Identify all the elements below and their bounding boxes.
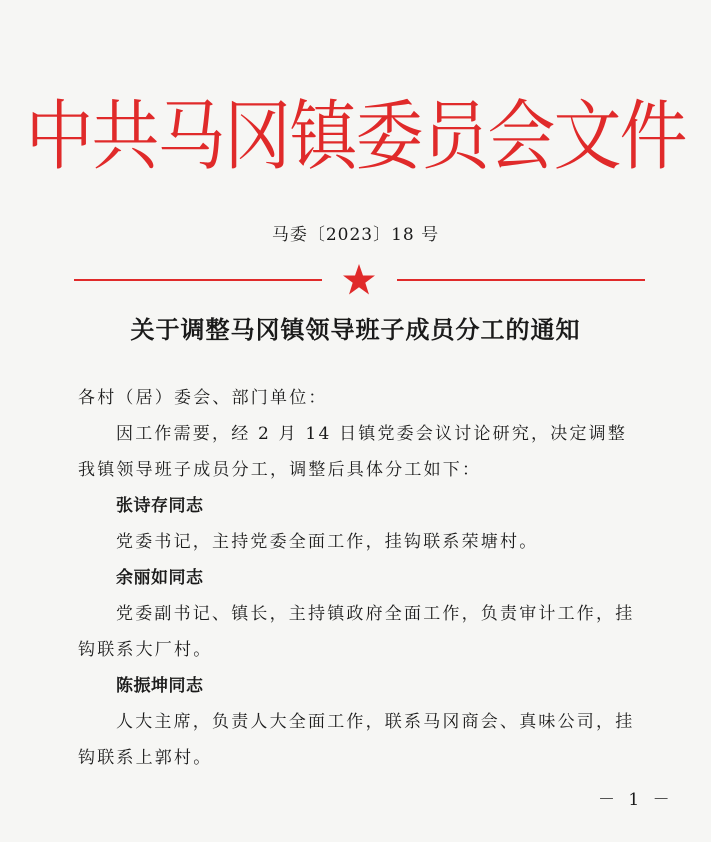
red-rule-left: [74, 279, 322, 281]
page-number: － 1 －: [598, 790, 674, 810]
document-body: [78, 380, 638, 776]
member-duty: 党委书记，主持党委全面工作，挂钩联系荣塘村。: [116, 532, 539, 552]
red-rule-right: [397, 279, 645, 281]
notice-title: 关于调整马冈镇领导班子成员分工的通知: [130, 315, 581, 344]
red-star-icon: [342, 263, 376, 297]
red-divider: [74, 272, 645, 288]
member-duty: 人大主席，负责人大全面工作，联系马冈商会、真味公司，挂钩联系上郭村。: [78, 712, 635, 768]
intro-paragraph: 因工作需要，经 2 月 14 日镇党委会议讨论研究，决定调整我镇领导班子成员分工，调整后具体分工如下：: [78, 424, 628, 480]
document-number: 马委〔2023〕18 号: [271, 225, 440, 245]
document-header-title: 中共马冈镇委员会文件: [25, 93, 686, 182]
member-name: 陈振坤同志: [116, 676, 204, 696]
member-name: 张诗存同志: [116, 496, 204, 516]
member-name: 余丽如同志: [116, 568, 204, 588]
member-duty: 党委副书记、镇长，主持镇政府全面工作，负责审计工作，挂钩联系大厂村。: [78, 604, 635, 660]
salutation: 各村（居）委会、部门单位：: [78, 388, 328, 408]
